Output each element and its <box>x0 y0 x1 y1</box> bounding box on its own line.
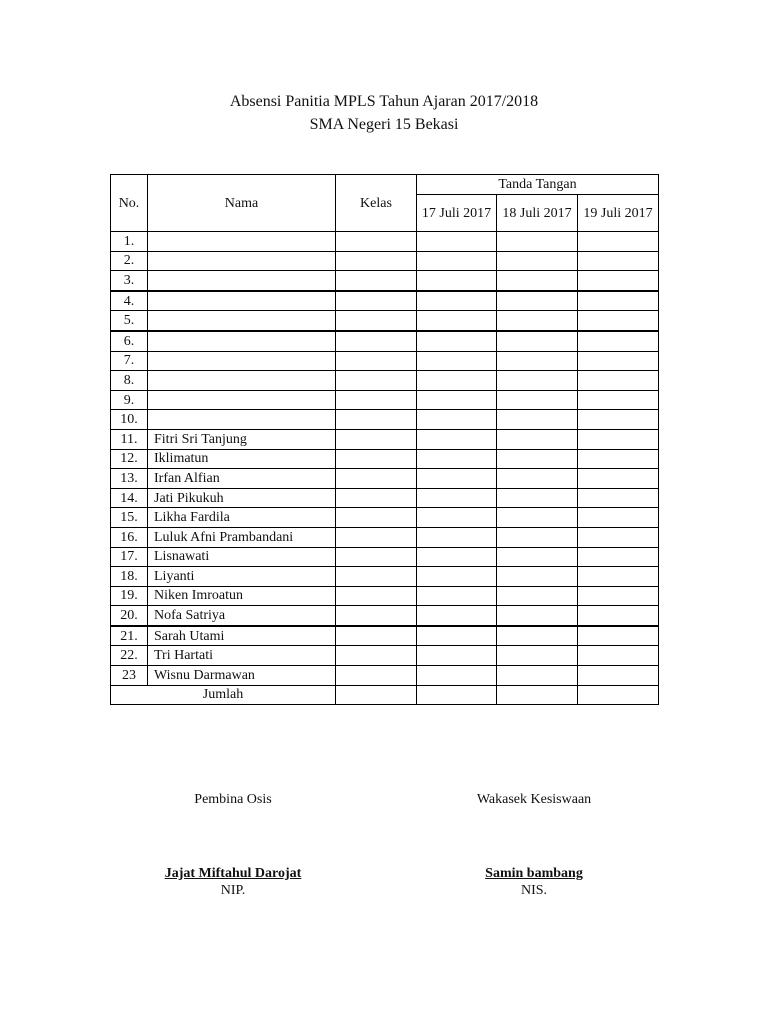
table-row <box>111 371 659 391</box>
signature-cell <box>417 371 497 391</box>
row-kelas-cell <box>336 232 417 252</box>
signature-cell <box>497 232 578 252</box>
signature-cell <box>578 371 659 391</box>
signature-cell <box>578 351 659 371</box>
signature-cell <box>578 291 659 311</box>
total-cell <box>497 685 578 705</box>
signature-cell <box>417 527 497 547</box>
table-row <box>111 646 659 666</box>
header-nama: Nama <box>148 175 336 232</box>
row-kelas-cell <box>336 508 417 528</box>
row-kelas-cell <box>336 390 417 410</box>
row-number: 12. <box>111 449 148 469</box>
row-name: Liyanti <box>148 567 336 587</box>
table-row <box>111 547 659 567</box>
row-number: 14. <box>111 488 148 508</box>
row-name <box>148 390 336 410</box>
signature-cell <box>417 488 497 508</box>
signature-cell <box>417 410 497 430</box>
signature-cell <box>417 567 497 587</box>
row-name <box>148 410 336 430</box>
row-kelas-cell <box>336 527 417 547</box>
signature-cell <box>497 666 578 686</box>
signature-cell <box>497 646 578 666</box>
signature-cell <box>417 331 497 351</box>
row-name <box>148 311 336 331</box>
signer-name-right: Samin bambang <box>485 866 583 881</box>
row-number: 17. <box>111 547 148 567</box>
signature-cell <box>497 586 578 606</box>
row-kelas-cell <box>336 586 417 606</box>
signature-cell <box>417 351 497 371</box>
signature-cell <box>417 626 497 646</box>
signature-cell <box>578 666 659 686</box>
row-kelas-cell <box>336 567 417 587</box>
row-kelas-cell <box>336 606 417 626</box>
row-name <box>148 232 336 252</box>
signature-cell <box>417 469 497 489</box>
signature-cell <box>497 271 578 291</box>
row-name <box>148 371 336 391</box>
table-row <box>111 606 659 626</box>
signature-cell <box>497 331 578 351</box>
signature-cell <box>417 291 497 311</box>
table-row <box>111 291 659 311</box>
row-kelas-cell <box>336 469 417 489</box>
table-row <box>111 429 659 449</box>
signature-cell <box>578 429 659 449</box>
row-number: 11. <box>111 429 148 449</box>
table-row <box>111 488 659 508</box>
row-kelas-cell <box>336 666 417 686</box>
row-name: Jati Pikukuh <box>148 488 336 508</box>
signature-cell <box>578 251 659 271</box>
table-row <box>111 311 659 331</box>
signature-cell <box>578 311 659 331</box>
signature-cell <box>417 646 497 666</box>
signature-cell <box>497 606 578 626</box>
row-kelas-cell <box>336 271 417 291</box>
header-date-2: 18 Juli 2017 <box>497 195 578 232</box>
table-row <box>111 527 659 547</box>
signature-cell <box>417 586 497 606</box>
row-number: 1. <box>111 232 148 252</box>
row-kelas-cell <box>336 488 417 508</box>
row-number: 6. <box>111 331 148 351</box>
row-kelas-cell <box>336 351 417 371</box>
table-row <box>111 666 659 686</box>
total-cell <box>417 685 497 705</box>
signature-cell <box>497 410 578 430</box>
signature-cell <box>497 351 578 371</box>
row-number: 20. <box>111 606 148 626</box>
row-name <box>148 331 336 351</box>
row-number: 18. <box>111 567 148 587</box>
signature-cell <box>578 567 659 587</box>
row-number: 10. <box>111 410 148 430</box>
signature-cell <box>578 469 659 489</box>
row-name: Sarah Utami <box>148 626 336 646</box>
row-number: 7. <box>111 351 148 371</box>
header-date-3: 19 Juli 2017 <box>578 195 659 232</box>
signature-cell <box>578 271 659 291</box>
row-kelas-cell <box>336 547 417 567</box>
total-row <box>111 685 659 705</box>
row-number: 22. <box>111 646 148 666</box>
signature-cell <box>497 508 578 528</box>
signature-cell <box>417 606 497 626</box>
row-number: 19. <box>111 586 148 606</box>
signature-cell <box>417 251 497 271</box>
signature-cell <box>497 469 578 489</box>
row-kelas-cell <box>336 371 417 391</box>
signature-cell <box>497 567 578 587</box>
signature-cell <box>578 586 659 606</box>
signature-cell <box>578 410 659 430</box>
row-name: Tri Hartati <box>148 646 336 666</box>
table-row <box>111 449 659 469</box>
signature-cell <box>578 527 659 547</box>
total-cell <box>336 685 417 705</box>
signature-cell <box>578 488 659 508</box>
row-number: 9. <box>111 390 148 410</box>
signature-cell <box>497 527 578 547</box>
row-number: 8. <box>111 371 148 391</box>
row-number: 2. <box>111 251 148 271</box>
row-kelas-cell <box>336 646 417 666</box>
row-kelas-cell <box>336 626 417 646</box>
signature-cell <box>417 508 497 528</box>
signature-cell <box>417 232 497 252</box>
table-row <box>111 410 659 430</box>
signer-name-left: Jajat Miftahul Darojat <box>164 866 302 881</box>
table-row <box>111 567 659 587</box>
total-cell <box>578 685 659 705</box>
signature-cell <box>497 371 578 391</box>
row-number: 13. <box>111 469 148 489</box>
signer-role-left: Pembina Osis <box>194 792 272 807</box>
signature-cell <box>497 449 578 469</box>
signature-cell <box>578 646 659 666</box>
signer-id-left: NIP. <box>220 883 246 898</box>
row-kelas-cell <box>336 429 417 449</box>
attendance-table <box>110 174 659 705</box>
row-number: 16. <box>111 527 148 547</box>
row-name: Irfan Alfian <box>148 469 336 489</box>
header-kelas: Kelas <box>336 175 417 232</box>
signature-cell <box>497 251 578 271</box>
row-number: 15. <box>111 508 148 528</box>
row-name: Niken Imroatun <box>148 586 336 606</box>
row-kelas-cell <box>336 449 417 469</box>
table-row <box>111 232 659 252</box>
table-row <box>111 586 659 606</box>
table-row <box>111 331 659 351</box>
row-name <box>148 351 336 371</box>
row-name <box>148 251 336 271</box>
signature-cell <box>578 449 659 469</box>
row-name <box>148 271 336 291</box>
signature-cell <box>497 311 578 331</box>
row-number: 5. <box>111 311 148 331</box>
row-number: 23 <box>111 666 148 686</box>
signature-block-right <box>414 792 654 899</box>
row-kelas-cell <box>336 331 417 351</box>
signature-cell <box>578 547 659 567</box>
signature-cell <box>417 666 497 686</box>
row-name <box>148 291 336 311</box>
header-tanda-tangan: Tanda Tangan <box>417 175 659 195</box>
row-name: Likha Fardila <box>148 508 336 528</box>
signature-cell <box>578 232 659 252</box>
row-name: Luluk Afni Prambandani <box>148 527 336 547</box>
table-row <box>111 469 659 489</box>
signature-cell <box>417 547 497 567</box>
signature-cell <box>578 508 659 528</box>
table-row <box>111 390 659 410</box>
row-kelas-cell <box>336 251 417 271</box>
row-name: Wisnu Darmawan <box>148 666 336 686</box>
table-row <box>111 251 659 271</box>
row-number: 4. <box>111 291 148 311</box>
signature-cell <box>578 331 659 351</box>
signature-cell <box>497 626 578 646</box>
total-label: Jumlah <box>111 685 336 705</box>
table-row <box>111 351 659 371</box>
row-number: 21. <box>111 626 148 646</box>
signature-cell <box>497 547 578 567</box>
signature-cell <box>497 390 578 410</box>
table-row <box>111 626 659 646</box>
signature-cell <box>578 606 659 626</box>
signature-cell <box>578 626 659 646</box>
signature-cell <box>417 429 497 449</box>
signer-id-right: NIS. <box>520 883 548 898</box>
signature-cell <box>417 449 497 469</box>
signature-cell <box>497 291 578 311</box>
row-kelas-cell <box>336 311 417 331</box>
signer-role-right: Wakasek Kesiswaan <box>476 792 592 807</box>
signature-cell <box>497 429 578 449</box>
row-number: 3. <box>111 271 148 291</box>
row-kelas-cell <box>336 410 417 430</box>
signature-cell <box>497 488 578 508</box>
signature-block-left <box>113 792 353 899</box>
table-row <box>111 271 659 291</box>
signature-cell <box>417 271 497 291</box>
row-name: Fitri Sri Tanjung <box>148 429 336 449</box>
signature-cell <box>578 390 659 410</box>
header-date-1: 17 Juli 2017 <box>417 195 497 232</box>
row-name: Nofa Satriya <box>148 606 336 626</box>
table-row <box>111 508 659 528</box>
row-name: Lisnawati <box>148 547 336 567</box>
header-no: No. <box>111 175 148 232</box>
row-kelas-cell <box>336 291 417 311</box>
school-name: SMA Negeri 15 Bekasi <box>309 116 459 133</box>
signature-cell <box>417 311 497 331</box>
signature-cell <box>417 390 497 410</box>
row-name: Iklimatun <box>148 449 336 469</box>
document-title: Absensi Panitia MPLS Tahun Ajaran 2017/2018 <box>229 93 539 110</box>
